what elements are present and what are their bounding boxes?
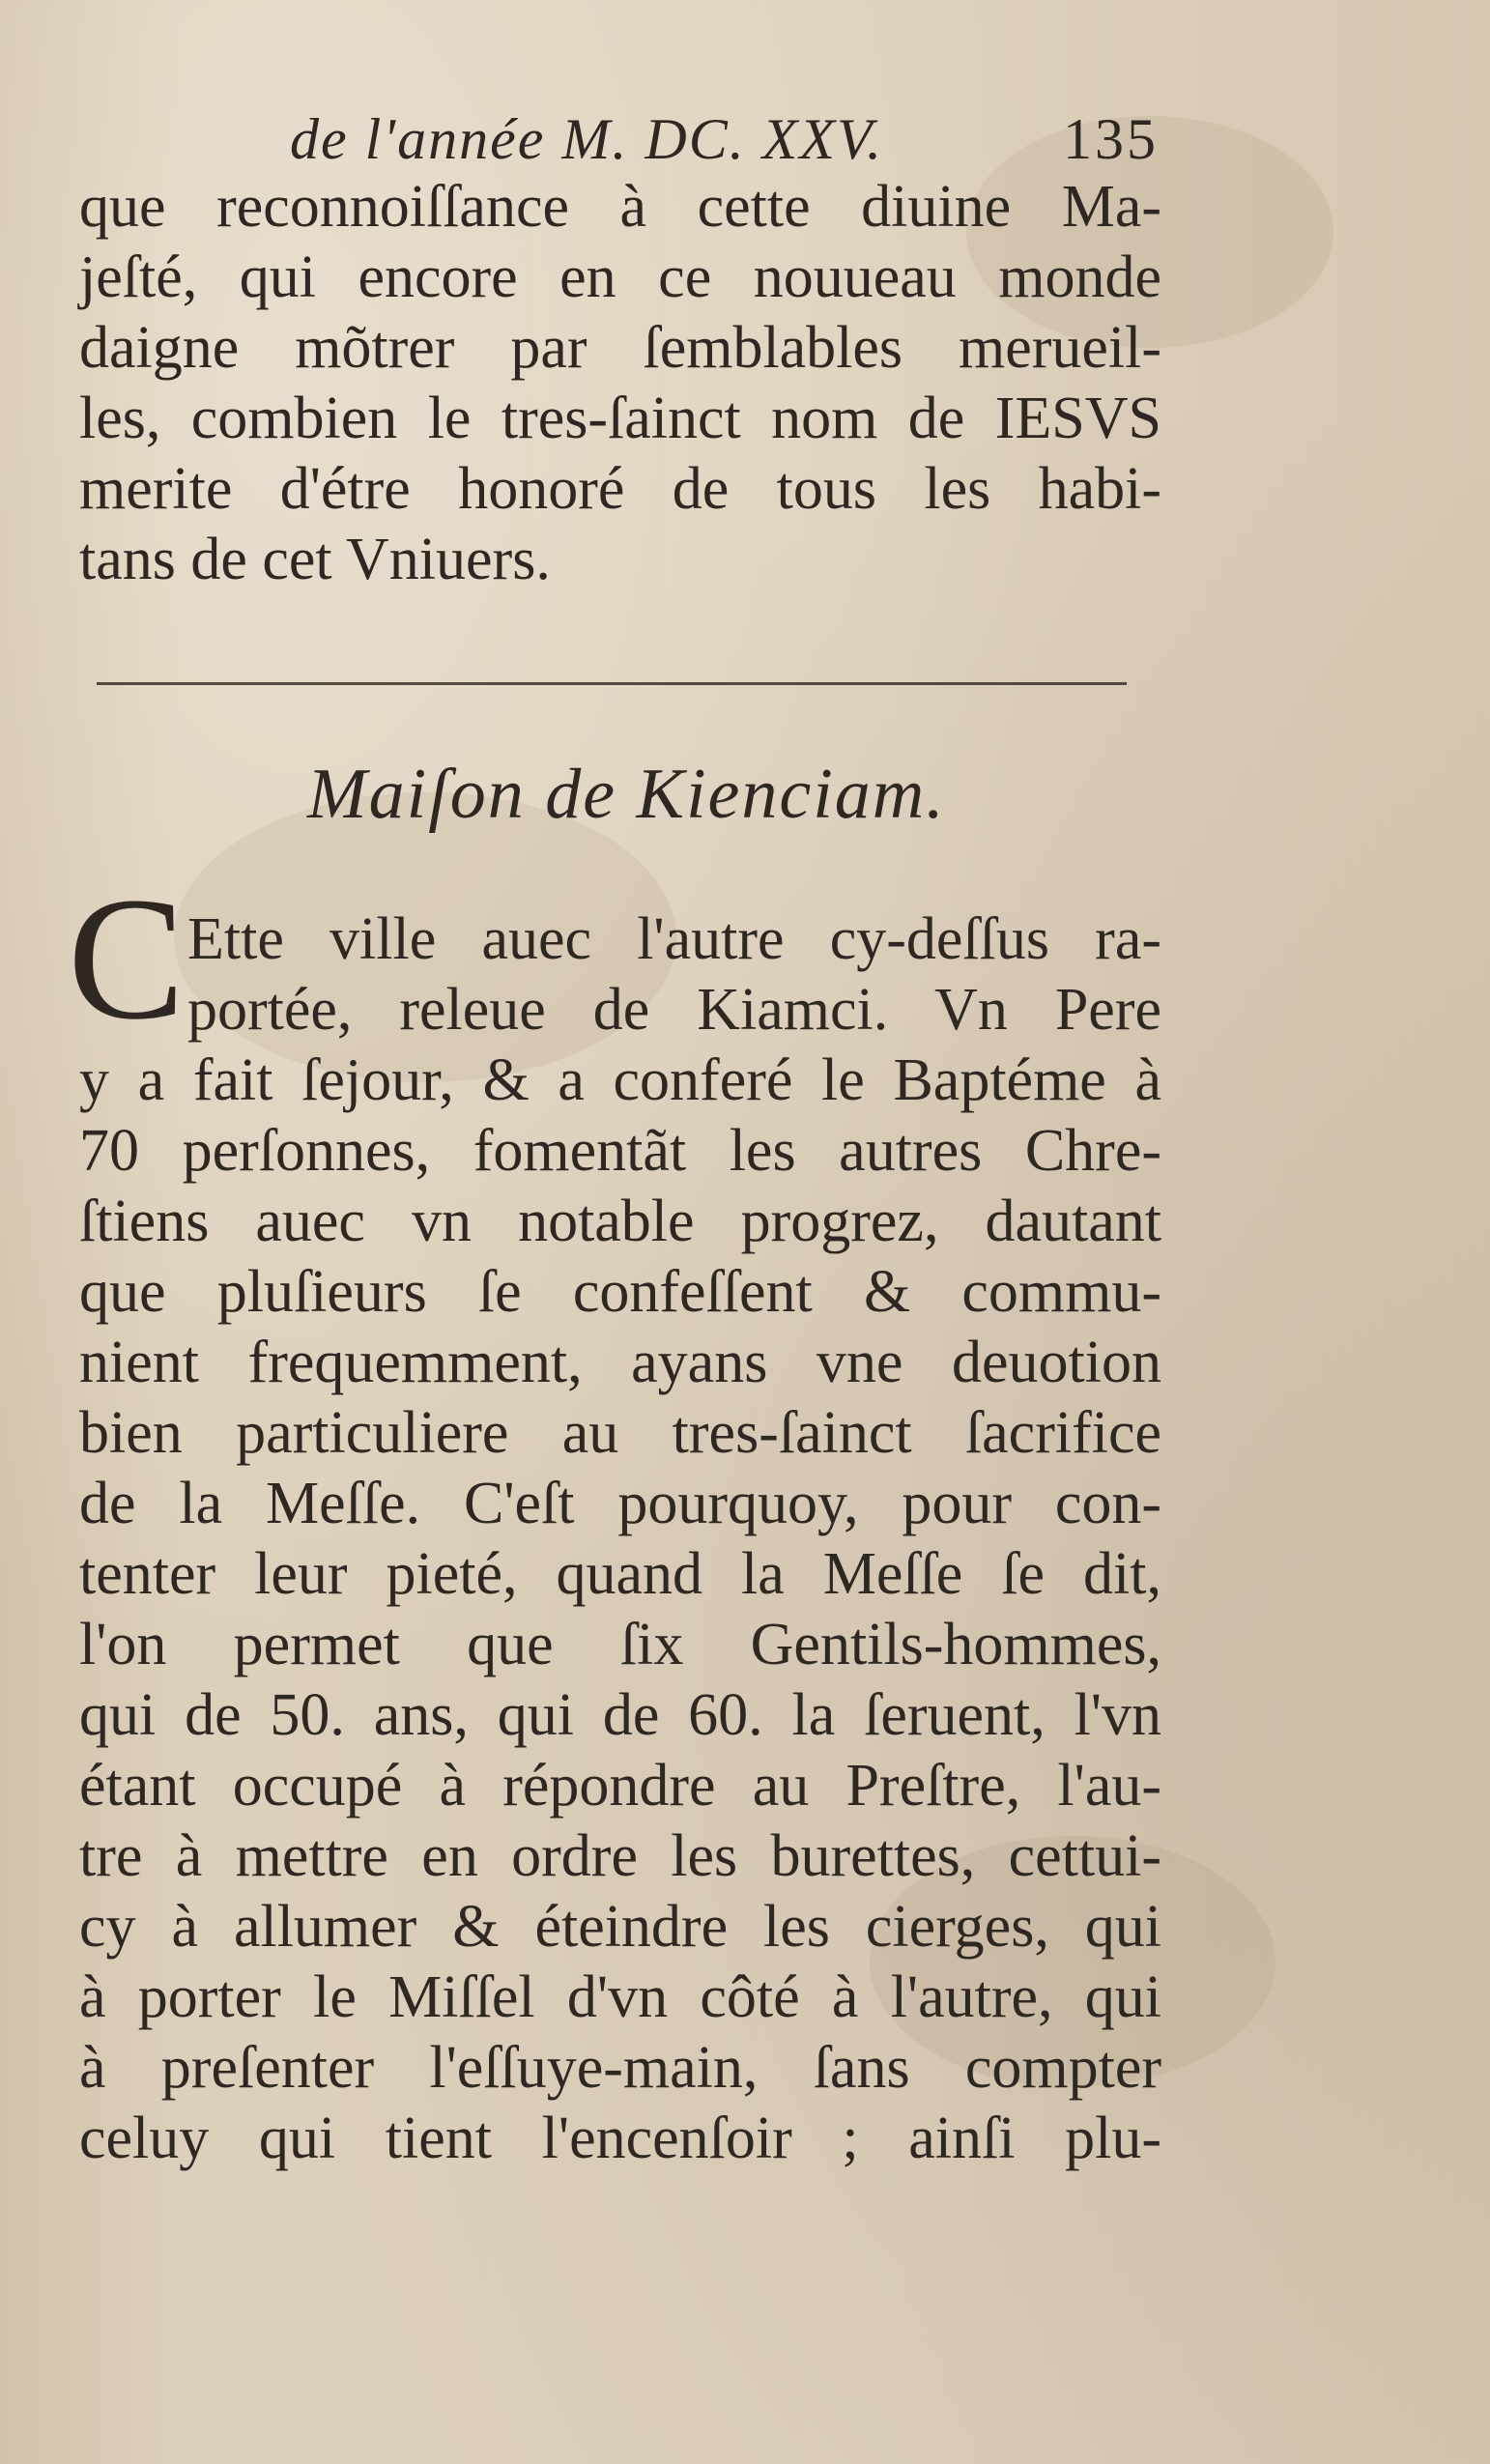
text-line: daigne mõtrer par ſemblables merueil- (79, 315, 1161, 381)
text-line: de la Meſſe. C'eſt pourquoy, pour con- (79, 1471, 1161, 1536)
text-line: à preſenter l'eſſuye-main, ſans compter (79, 2035, 1161, 2101)
text-line: ſtiens auec vn notable progrez, dautant (79, 1189, 1161, 1254)
text-line: y a fait ſejour, & a conferé le Baptéme à (79, 1047, 1161, 1113)
text-line: que reconnoiſſance à cette diuine Ma- (79, 174, 1161, 240)
section-body (79, 904, 1161, 2174)
text-line: nient frequemment, ayans vne deuotion (79, 1330, 1161, 1395)
text-line: tenter leur pieté, quand la Meſſe ſe dit, (79, 1541, 1161, 1607)
running-head: de l'année M. DC. XXV. (290, 107, 883, 171)
section-title: Maiſon de Kienciam. (307, 755, 946, 834)
section-divider (97, 682, 1127, 685)
text-line: merite d'étre honoré de tous les habi- (79, 456, 1161, 522)
text-line: celuy qui tient l'encenſoir ; ainſi plu- (79, 2106, 1161, 2171)
text-line: tre à mettre en ordre les burettes, cettui- (79, 1823, 1161, 1889)
top-paragraph (79, 172, 1161, 595)
page-number: 135 (1063, 107, 1159, 171)
text-line: qui de 50. ans, qui de 60. la ſeruent, l'vn (79, 1682, 1161, 1748)
text-line: l'on permet que ſix Gentils-hommes, (79, 1612, 1161, 1677)
text-line: que pluſieurs ſe confeſſent & commu- (79, 1259, 1161, 1325)
text-line: Ette ville auec l'autre cy-deſſus ra- (187, 906, 1161, 972)
text-line: les, combien le tres-ſainct nom de IESVS (79, 386, 1161, 451)
drop-cap: C (68, 862, 186, 1056)
text-line: portée, releue de Kiamci. Vn Pere (187, 977, 1161, 1043)
text-line: cy à allumer & éteindre les cierges, qui (79, 1894, 1161, 1960)
text-line: jeſté, qui encore en ce nouueau monde (79, 244, 1161, 310)
text-line: tans de cet Vniuers. (79, 527, 551, 592)
text-line: étant occupé à répondre au Preſtre, l'au- (79, 1753, 1161, 1819)
text-line: à porter le Miſſel d'vn côté à l'autre, qui (79, 1964, 1161, 2030)
text-line: bien particuliere au tres-ſainct ſacrifice (79, 1400, 1161, 1466)
page-header (290, 97, 1160, 174)
text-line: 70 perſonnes, fomentãt les autres Chre- (79, 1118, 1161, 1184)
